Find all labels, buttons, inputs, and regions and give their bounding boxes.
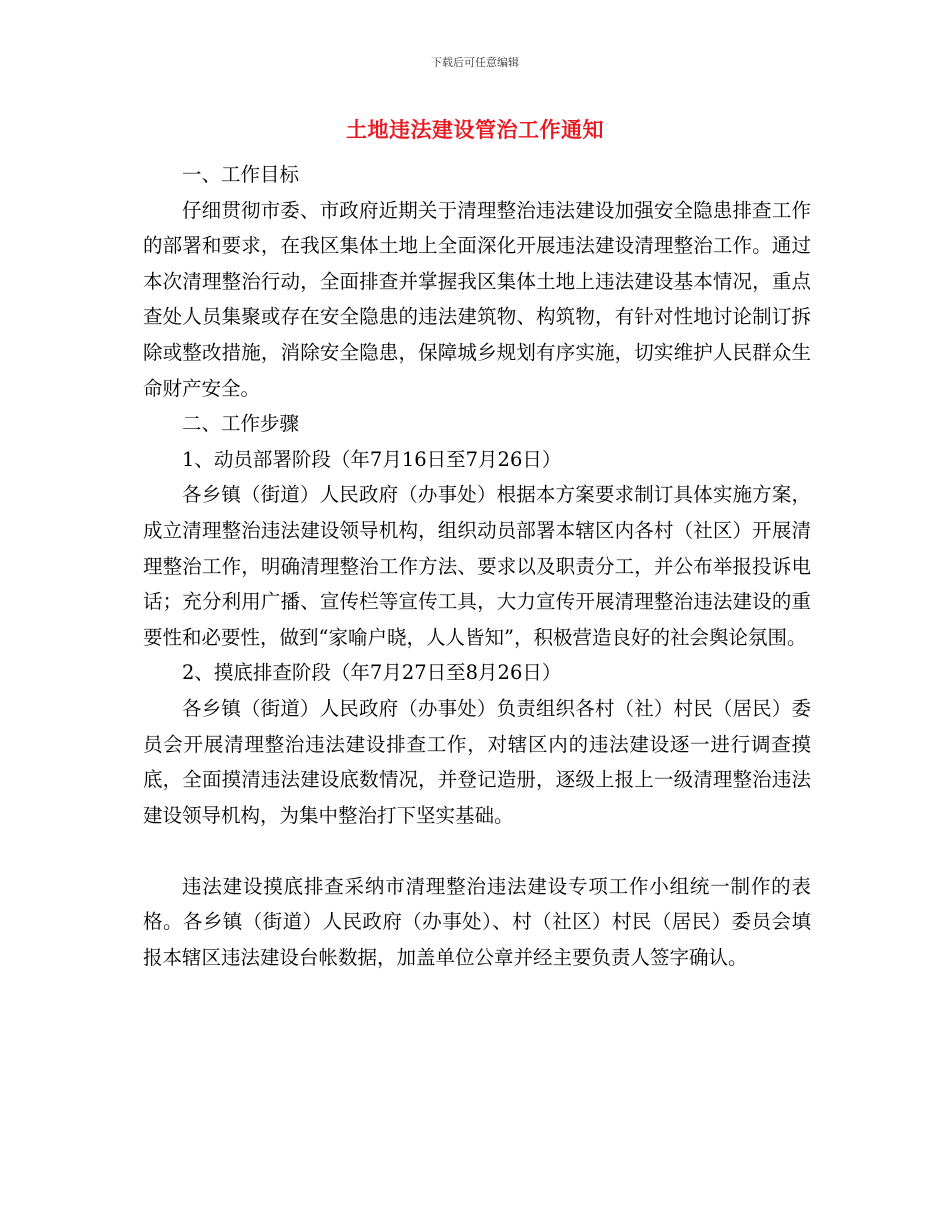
section-heading-goals: 一、工作目标 bbox=[182, 163, 300, 186]
paragraph-survey: 各乡镇（街道）人民政府（办事处）负责组织各村（社）村民（居民）委员会开展清理整治违法建设排查工作，对辖区内的违法建设逐一进行调查摸底，全面摸清违法建设底数情况，并登记造册，逐级上报上一级清理整治违法建设领导机构，为集中整治打下坚实基础。 bbox=[143, 696, 811, 827]
subheading-survey: 2、摸底排查阶段（年7月27日至8月26日） bbox=[182, 661, 562, 685]
document-body bbox=[143, 157, 811, 976]
paragraph-goals: 仔细贯彻市委、市政府近期关于清理整治违法建设加强安全隐患排查工作的部署和要求，在我区集体土地上全面深化开展违法建设清理整治工作。通过本次清理整治行动，全面排查并掌握我区集体土地上违法建设基本情况，重点查处人员集聚或存在安全隐患的违法建筑物、构筑物，有针对性地讨论制订拆除或整改措施，消除安全隐患，保障城乡规划有序实施，切实维护人民群众生命财产安全。 bbox=[143, 198, 811, 400]
paragraph-mobilization: 各乡镇（街道）人民政府（办事处）根据本方案要求制订具体实施方案，成立清理整治违法建设领导机构，组织动员部署本辖区内各村（社区）开展清理整治工作，明确清理整治工作方法、要求以及职责分工，并公布举报投诉电话；充分利用广播、宣传栏等宣传工具，大力宣传开展清理整治违法建设的重要性和必要性，做到“家喻户晓，人人皆知”，积极营造良好的社会舆论氛围。 bbox=[143, 483, 811, 649]
paragraph-survey-forms: 违法建设摸底排查采纳市清理整治违法建设专项工作小组统一制作的表格。各乡镇（街道）人民政府（办事处）、村（社区）村民（居民）委员会填报本辖区违法建设台帐数据，加盖单位公章并经主要负责人签字确认。 bbox=[143, 874, 811, 970]
page-header-note: 下载后可任意编辑 bbox=[431, 56, 519, 69]
document-title: 土地违法建设管治工作通知 bbox=[346, 117, 604, 142]
section-heading-steps: 二、工作步骤 bbox=[182, 412, 300, 436]
subheading-mobilization: 1、动员部署阶段（年7月16日至7月26日） bbox=[182, 447, 562, 471]
